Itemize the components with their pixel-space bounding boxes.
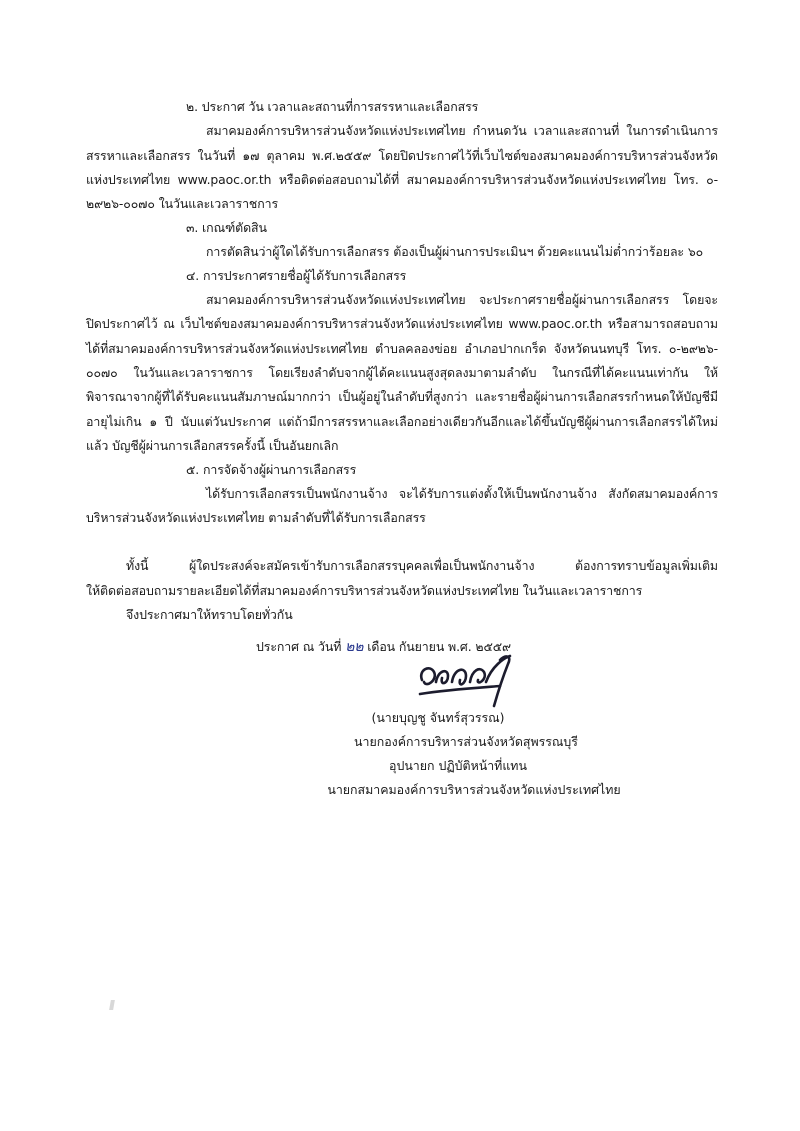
section-5-line-1: ได้รับการเลือกสรรเป็นพนักงานจ้าง จะได้รับการแต่งตั้งให้เป็นพนักงานจ้าง สังกัดสมาคมองค์การ (206, 486, 718, 501)
closing-line-3: จึงประกาศมาให้ทราบโดยทั่วกัน (126, 607, 293, 622)
section-4-line-3: ได้ที่สมาคมองค์การบริหารส่วนจังหวัดแห่งประเทศไทย ตำบลคลองข่อย อำเภอปากเกร็ด จังหวัดนนทบุรี โทร. ๐-๒๙๒๖- (86, 341, 718, 356)
section-2-line-3: แห่งประเทศไทย www.paoc.or.th หรือติดต่อสอบถามได้ที่ สมาคมองค์การบริหารส่วนจังหวัดแห่งประเทศไทย โทร. ๐- (86, 172, 718, 187)
signatory-title-2: อุปนายก ปฏิบัติหน้าที่แทน (389, 758, 527, 773)
section-2-line-1: สมาคมองค์การบริหารส่วนจังหวัดแห่งประเทศไทย กำหนดวัน เวลาและสถานที่ ในการดำเนินการ (206, 123, 718, 138)
section-4-line-4: ๐๐๗๐ ในวันและเวลาราชการ โดยเรียงลำดับจากผู้ได้คะแนนสูงสุดลงมาตามลำดับ ในกรณีที่ได้คะแนนเท่ากัน ให้ (86, 365, 718, 380)
section-4-line-5: พิจารณาจากผู้ที่ได้รับคะแนนสัมภาษณ์มากกว่า เป็นผู้อยู่ในลำดับที่สูงกว่า และรายชื่อผู้ผ่านการเลือกสรรกำหนดให้บัญชีมี (86, 389, 718, 404)
date-suffix: เดือน กันยายน พ.ศ. ๒๕๕๙ (367, 639, 511, 654)
date-prefix: ประกาศ ณ วันที่ (256, 639, 342, 654)
section-4-line-1: สมาคมองค์การบริหารส่วนจังหวัดแห่งประเทศไทย จะประกาศรายชื่อผู้ผ่านการเลือกสรร โดยจะ (206, 292, 718, 307)
signatory-title-3: นายกสมาคมองค์การบริหารส่วนจังหวัดแห่งประเทศไทย (327, 782, 621, 797)
signature-mark (414, 652, 524, 714)
section-5-line-2: บริหารส่วนจังหวัดแห่งประเทศไทย ตามลำดับที่ได้รับการเลือกสรร (86, 510, 426, 525)
closing-line-2: ให้ติดต่อสอบถามรายละเอียดได้ที่สมาคมองค์การบริหารส่วนจังหวัดแห่งประเทศไทย ในวันและเวลาราชการ (86, 583, 643, 598)
section-4-heading: ๔. การประกาศรายชื่อผู้ได้รับการเลือกสรร (186, 268, 407, 283)
section-3-line-1: การตัดสินว่าผู้ใดได้รับการเลือกสรร ต้องเป็นผู้ผ่านการประเมินฯ ด้วยคะแนนไม่ต่ำกว่าร้อยละ ๖๐ (206, 244, 704, 259)
scan-speck (109, 1000, 115, 1010)
signatory-name: (นายบุญชู จันทร์สุวรรณ) (371, 710, 505, 725)
signatory-title-1: นายกองค์การบริหารส่วนจังหวัดสุพรรณบุรี (354, 734, 578, 749)
section-3-heading: ๓. เกณฑ์ตัดสิน (186, 220, 267, 235)
section-4-line-2: ปิดประกาศไว้ ณ เว็บไซต์ของสมาคมองค์การบริหารส่วนจังหวัดแห่งประเทศไทย www.paoc.or.th หรือสามารถสอบถาม (86, 316, 718, 331)
section-4-line-6: อายุไม่เกิน ๑ ปี นับแต่วันประกาศ แต่ถ้ามีการสรรหาและเลือกอย่างเดียวกันอีกและได้ขึ้นบัญชีผู้ผ่านการเลือกสรรได้ใหม่ (86, 414, 718, 429)
section-4-line-7: แล้ว บัญชีผู้ผ่านการเลือกสรรครั้งนี้ เป็นอันยกเลิก (86, 438, 339, 453)
section-2-heading: ๒. ประกาศ วัน เวลาและสถานที่การสรรหาและเลือกสรร (186, 99, 479, 114)
closing-line-1: ทั้งนี้ ผู้ใดประสงค์จะสมัครเข้ารับการเลือกสรรบุคคลเพื่อเป็นพนักงานจ้าง ต้องการทราบข้อมูลเพิ่มเติม (126, 558, 718, 573)
section-2-line-4: ๒๙๒๖-๐๐๗๐ ในวันและเวลาราชการ (86, 196, 279, 211)
section-2-line-2: สรรหาและเลือกสรร ในวันที่ ๑๗ ตุลาคม พ.ศ.๒๕๕๙ โดยปิดประกาศไว้ที่เว็บไซต์ของสมาคมองค์การบริหารส่วนจังหวัด (86, 148, 718, 163)
section-5-heading: ๕. การจัดจ้างผู้ผ่านการเลือกสรร (186, 462, 357, 477)
date-day-handwritten: ๒๒ (345, 639, 364, 655)
